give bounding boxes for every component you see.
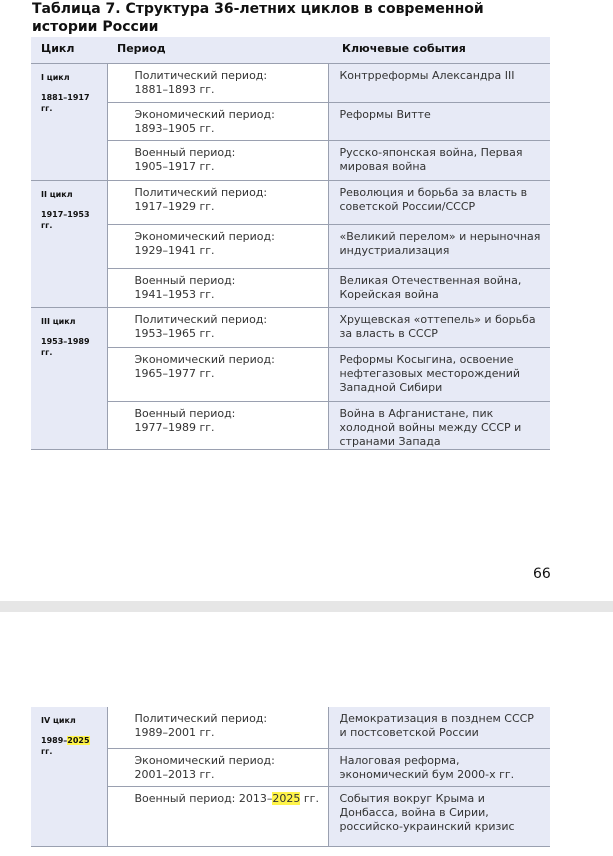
period-years: 1953–1965 гг. [134,326,215,340]
period-name: Военный период: 2013–2025 гг. [134,791,319,805]
highlight-2025: 2025 [272,791,301,805]
table-row [31,102,550,140]
period-cell [107,707,328,748]
period-cell [107,63,328,102]
period-name: Политический период: [134,185,268,199]
highlight-2025: 2025 [67,736,90,745]
table-row [31,347,550,401]
cycle-years: 1953–1989 гг. [41,336,90,357]
table-row [31,224,550,268]
period-name: Военный период: [134,273,236,287]
period-years: 1917–1929 гг. [134,199,215,213]
period-name: Экономический период: [134,107,275,121]
cycle-cell [31,63,107,180]
cycle-cell [31,307,107,449]
period-years: 1989–2001 гг. [134,726,215,739]
events-cell: Реформы Косыгина, освоение нефтегазовых месторождений Западной Сибири [328,347,550,401]
header-period: Период [107,37,328,63]
table-row [31,786,550,846]
events-cell: Русско-японская война, Первая мировая война [328,140,550,180]
period-years: 1893–1905 гг. [134,121,215,135]
period-name: Военный период: [134,406,236,420]
cycles-table [31,37,550,450]
events-cell: Контрреформы Александра III [328,63,550,102]
events-cell: Реформы Витте [328,102,550,140]
cycle-cell [31,180,107,307]
cycles-table-continued [31,707,550,847]
cycle-name: II цикл [41,189,73,199]
header-events: Ключевые события [328,37,550,63]
cycle-name: III цикл [41,316,76,326]
table-header-row [31,37,550,63]
period-years: 1965–1977 гг. [134,366,215,380]
period-cell [107,180,328,224]
period-name: Экономический период: [134,352,275,366]
period-cell [107,307,328,347]
events-cell: Война в Афганистане, пик холодной войны между СССР и странами Запада [328,401,550,449]
events-cell: Демократизация в позднем СССР и постсоветской России [328,707,550,748]
period-years: 2001–2013 гг. [134,767,215,781]
header-cycle: Цикл [31,37,107,63]
period-name: Экономический период: [134,753,275,767]
period-years: 1905–1917 гг. [134,159,215,173]
page-number: 66 [533,566,551,582]
table-row [31,748,550,786]
period-name: Экономический период: [134,229,275,243]
table-row [31,707,550,748]
period-cell [107,140,328,180]
events-cell: Революция и борьба за власть в советской России/СССР [328,180,550,224]
events-cell: Хрущевская «оттепель» и борьба за власть в СССР [328,307,550,347]
period-years: 1881–1893 гг. [134,82,215,96]
table-row [31,401,550,449]
period-years: 1929–1941 гг. [134,243,215,257]
period-years: 1977–1989 гг. [134,420,215,434]
events-cell: События вокруг Крыма и Донбасса, война в Сирии, российско-украинский кризис [328,786,550,846]
table-row [31,307,550,347]
period-name: Политический период: [134,712,268,725]
period-cell [107,102,328,140]
cycle-years: 1881–1917 гг. [41,92,90,113]
period-cell [107,347,328,401]
table-title: Таблица 7. Структура 36-летних циклов в современной истории России [32,1,484,35]
page-67 [0,612,613,856]
table-row [31,180,550,224]
period-cell [107,268,328,307]
page-separator [0,601,613,612]
period-name: Военный период: [134,145,236,159]
events-cell: Налоговая реформа, экономический бум 2000-х гг. [328,748,550,786]
cycle-name: IV цикл [41,716,76,725]
table-row [31,268,550,307]
period-years: 1941–1953 гг. [134,287,215,301]
cycle-name: I цикл [41,72,70,82]
cycle-years: 1989–2025 гг. [41,736,90,756]
cycle-years: 1917–1953 гг. [41,209,90,230]
events-cell: «Великий перелом» и нерыночная индустриализация [328,224,550,268]
period-cell [107,748,328,786]
period-cell [107,786,328,846]
cycle-cell [31,707,107,846]
events-cell: Великая Отечественная война, Корейская война [328,268,550,307]
table-row [31,140,550,180]
table-row [31,63,550,102]
period-cell [107,224,328,268]
period-name: Политический период: [134,312,268,326]
period-cell [107,401,328,449]
period-name: Политический период: [134,68,268,82]
